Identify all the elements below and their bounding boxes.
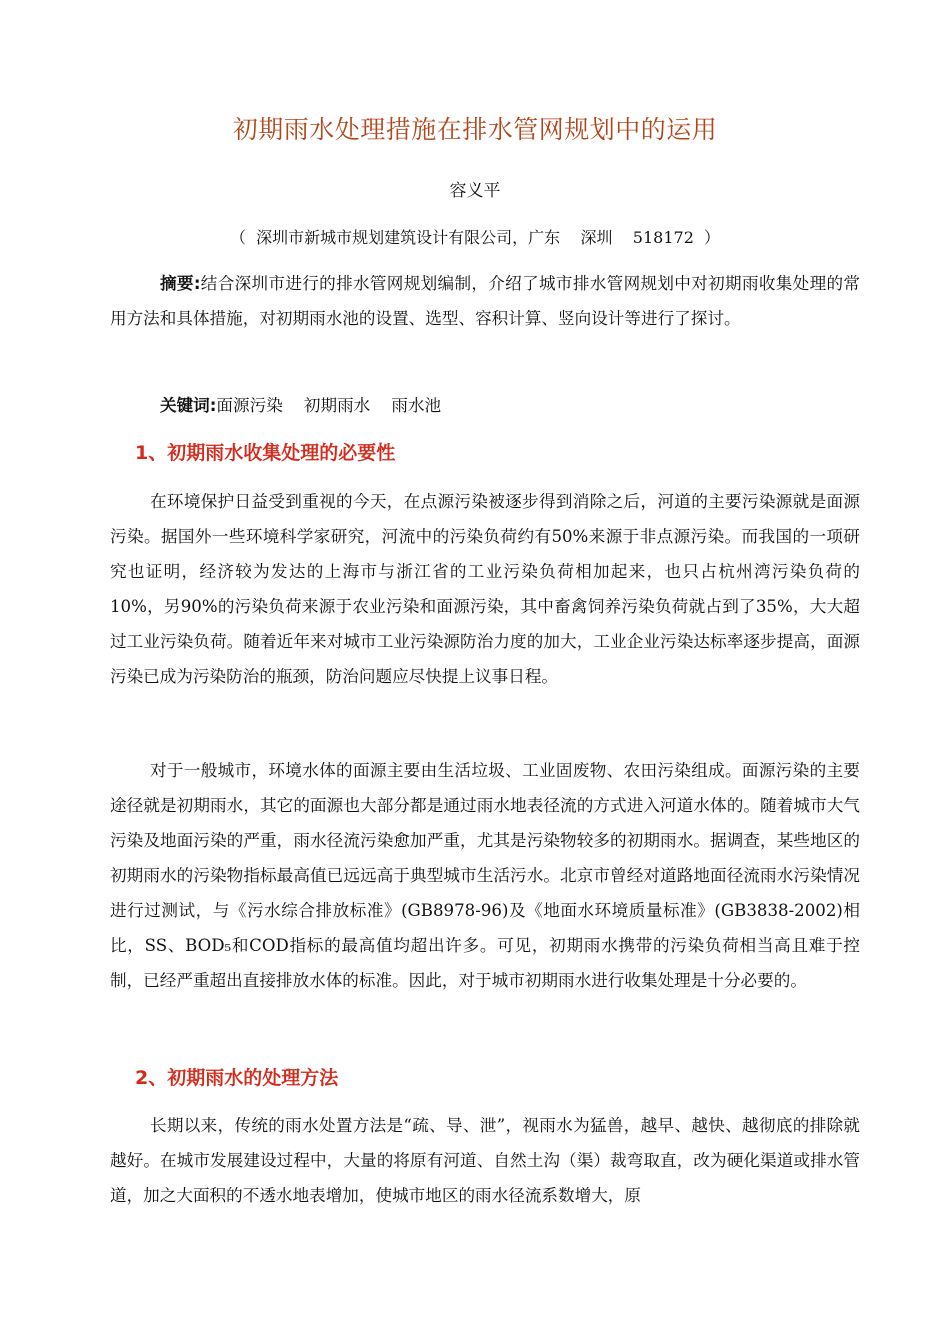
abstract-text: 结合深圳市进行的排水管网规划编制，介绍了城市排水管网规划中对初期雨收集处理的常用方法和具体措施，对初期雨水池的设置、选型、容积计算、竖向设计等进行了探讨。: [110, 274, 861, 328]
abstract: [110, 266, 860, 336]
author-name: 容义平: [449, 181, 501, 201]
section-1-paragraph-2: 对于一般城市，环境水体的面源主要由生活垃圾、工业固废物、农田污染组成。面源污染的主要途径就是初期雨水，其它的面源也大部分都是通过雨水地表径流的方式进入河道水体的。随着城市大气污染及地面污染的严重，雨水径流污染愈加严重，尤其是污染物较多的初期雨水。据调查，某些地区的初期雨水的污染物指标最高值已远远高于典型城市生活污水。北京市曾经对道路地面径流雨水污染情况进行过测试，与《污水综合排放标准》(GB8978-96)及《地面水环境质量标准》(GB3838-2002)相比，SS、BOD₅和COD指标的最高值均超出许多。可见，初期雨水携带的污染负荷相当高且难于控制，已经严重超出直接排放水体的标准。因此，对于城市初期雨水进行收集处理是十分必要的。: [110, 761, 860, 990]
keywords: [160, 392, 441, 416]
paper-title: 初期雨水处理措施在排水管网规划中的运用: [232, 115, 718, 144]
author-affiliation: （ 深圳市新城市规划建筑设计有限公司，广东 深圳 518172 ）: [229, 228, 721, 247]
section-1-paragraph-1: 在环境保护日益受到重视的今天，在点源污染被逐步得到消除之后，河道的主要污染源就是面源污染。据国外一些环境科学家研究，河流中的污染负荷约有50%来源于非点源污染。而我国的一项研究也证明，经济较为发达的上海市与浙江省的工业污染负荷相加起来，也只占杭州湾污染负荷的10%，另90%的污染负荷来源于农业污染和面源污染，其中畜禽饲养污染负荷就占到了35%，大大超过工业污染负荷。随着近年来对城市工业污染源防治力度的加大，工业企业污染达标率逐步提高，面源污染已成为污染防治的瓶颈，防治问题应尽快提上议事日程。: [110, 492, 860, 686]
section-2-paragraph-1: 长期以来，传统的雨水处置方法是“疏、导、泄”，视雨水为猛兽，越早、越快、越彻底的排除就越好。在城市发展建设过程中，大量的将原有河道、自然土沟（渠）裁弯取直，改为硬化渠道或排水管道，加之大面积的不透水地表增加，使城市地区的雨水径流系数增大，原: [110, 1116, 860, 1205]
section-heading-1: 1、初期雨水收集处理的必要性: [135, 442, 396, 464]
keywords-text: 面源污染 初期雨水 雨水池: [216, 396, 442, 415]
keywords-label: 关键词:: [160, 396, 217, 415]
abstract-label: 摘要:: [160, 274, 201, 293]
section-heading-2: 2、初期雨水的处理方法: [135, 1067, 339, 1089]
